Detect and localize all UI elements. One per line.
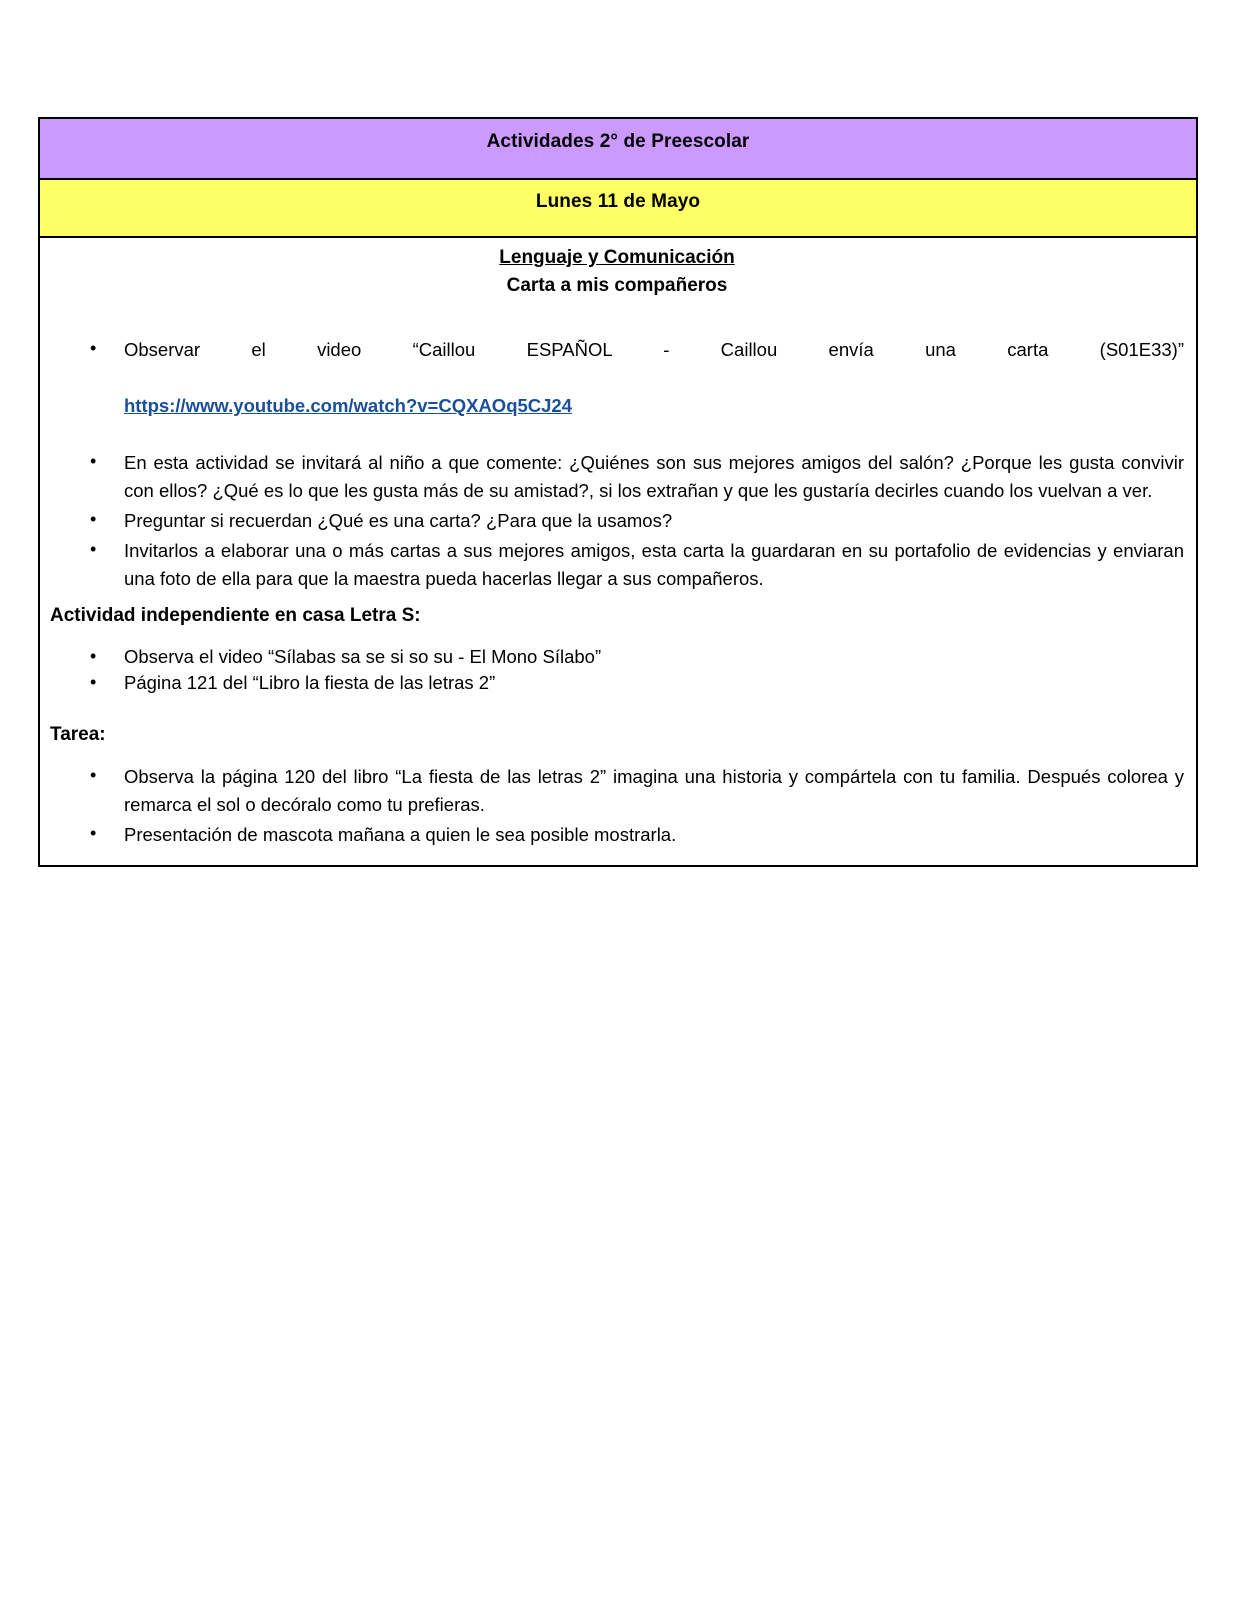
activities-table bbox=[38, 117, 1198, 867]
list-item-homework-pet: • Presentación de mascota mañana a quien le sea posible mostrarla. bbox=[50, 821, 1184, 849]
spacer bbox=[50, 749, 1184, 763]
subject-title: Lenguaje y Comunicación bbox=[499, 247, 735, 268]
spacer bbox=[50, 595, 1184, 603]
header-date: Lunes 11 de Mayo bbox=[39, 179, 1197, 237]
spacer bbox=[50, 696, 1184, 722]
youtube-link[interactable]: https://www.youtube.com/watch?v=CQXAOq5CJ24 bbox=[124, 395, 573, 417]
list-item-write-letters: • Invitarlos a elaborar una o más cartas a sus mejores amigos, esta carta la guardaran en su portafolio de evidencias y enviaran una foto de ella para que la maestra pueda hacerlas llegar a sus compañeros. bbox=[50, 537, 1184, 593]
main-bullet-list bbox=[50, 336, 1184, 420]
spacer bbox=[50, 300, 1184, 336]
list-item-syllables-video: • Observa el video “Sílabas sa se si so su - El Mono Sílabo” bbox=[50, 644, 1184, 670]
subject-subtitle: Carta a mis compañeros bbox=[506, 275, 728, 297]
header-activities-preschool: Actividades 2° de Preescolar bbox=[39, 118, 1197, 179]
heading-independent-activity: Actividad independiente en casa Letra S: bbox=[50, 605, 421, 627]
table-row-content bbox=[39, 237, 1197, 866]
list-item-homework-page-120: • Observa la página 120 del libro “La fiesta de las letras 2” imagina una historia y compártela con tu familia. Después colorea y remarca el sol o decóralo como tu prefieras. bbox=[50, 763, 1184, 819]
list-item-book-page-121: • Página 121 del “Libro la fiesta de las letras 2” bbox=[50, 670, 1184, 696]
list-item-video bbox=[50, 336, 1184, 420]
table-row-title bbox=[39, 118, 1197, 179]
list-item-activity-discussion: • En esta actividad se invitará al niño a que comente: ¿Quiénes son sus mejores amigos del salón? ¿Porque les gusta convivir con ellos? ¿Qué es lo que les gusta más de su amistad?, si los extrañan y que les gustaría decirles cuando los vuelvan a ver. bbox=[50, 449, 1184, 505]
homework-list bbox=[50, 763, 1184, 849]
spacer bbox=[50, 423, 1184, 449]
heading-homework: Tarea: bbox=[50, 724, 106, 746]
content-cell bbox=[39, 237, 1197, 866]
list-item-question-letter: • Preguntar si recuerdan ¿Qué es una carta? ¿Para que la usamos? bbox=[50, 507, 1184, 535]
table-row-date bbox=[39, 179, 1197, 237]
subject-title-block bbox=[50, 244, 1184, 300]
bullet-video-text: • Observar el video “Caillou ESPAÑOL - Caillou envía una carta (S01E33)” bbox=[124, 339, 1184, 361]
independent-activity-list bbox=[50, 644, 1184, 697]
spacer bbox=[50, 630, 1184, 644]
activity-bullet-list bbox=[50, 449, 1184, 594]
